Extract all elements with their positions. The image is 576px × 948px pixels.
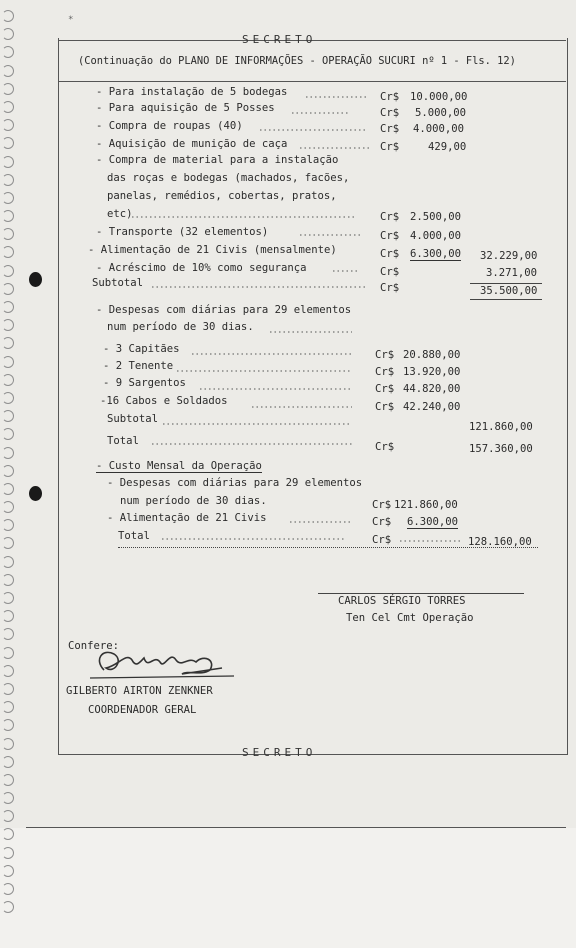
total-label: Total <box>118 530 150 542</box>
item-text: num período de 30 dias. <box>107 321 254 333</box>
total-label: Total <box>107 435 139 447</box>
item-text: - Compra de material para a instalação <box>96 154 339 166</box>
item-text: etc) <box>107 208 133 220</box>
item-amount: 5.000,00 <box>415 107 467 119</box>
item-currency: Cr$ <box>372 499 392 511</box>
item-text: - Acréscimo de 10% como segurança <box>96 262 307 274</box>
item-text: - Despesas com diárias para 29 elementos <box>107 477 363 489</box>
subtotal-value: 121.860,00 <box>469 421 533 433</box>
item-currency: Cr$ <box>375 366 395 378</box>
item-text: - 3 Capitães <box>103 343 180 355</box>
stray-mark: * <box>68 15 74 25</box>
item-amount: 10.000,00 <box>410 91 468 103</box>
item-text: - Despesas com diárias para 29 elementos <box>96 304 352 316</box>
total-value: 157.360,00 <box>469 443 533 455</box>
confere-label: Confere: <box>68 640 120 652</box>
item-currency: Cr$ <box>375 349 395 361</box>
item-text: - Alimentação de 21 Civis (mensalmente) <box>88 244 337 256</box>
item-currency: Cr$ <box>380 141 400 153</box>
section-heading-custo-mensal: - Custo Mensal da Operação <box>96 460 262 472</box>
item-text: - Compra de roupas (40) <box>96 120 243 132</box>
item-currency: Cr$ <box>380 107 400 119</box>
item-currency: Cr$ <box>380 211 400 223</box>
item-amount: 13.920,00 <box>403 366 461 378</box>
item-amount: 6.300,00 <box>410 248 462 260</box>
item-amount: 429,00 <box>428 141 467 153</box>
item-amount: 4.000,00 <box>413 123 465 135</box>
signatory-title: Ten Cel Cmt Operação <box>346 612 474 624</box>
item-amount: 6.300,00 <box>407 516 459 528</box>
item-text: - 2 Tenente <box>103 360 174 372</box>
total-value: 128.160,00 <box>468 536 532 548</box>
item-currency: Cr$ <box>380 230 400 242</box>
signature-rule <box>318 593 524 594</box>
item-text: - Para instalação de 5 bodegas <box>96 86 288 98</box>
subtotal-value: 35.500,00 <box>480 285 538 297</box>
subtotal-label: Subtotal <box>92 277 144 289</box>
coordinator-title: COORDENADOR GERAL <box>88 704 197 716</box>
item-currency: Cr$ <box>375 401 395 413</box>
item-text: - 9 Sargentos <box>103 377 186 389</box>
item-currency: Cr$ <box>380 282 400 294</box>
document-header: (Continuação do PLANO DE INFORMAÇÕES - OPERAÇÃO SUCURI nº 1 - Fls. 12) <box>78 55 516 67</box>
item-text: num período de 30 dias. <box>120 495 267 507</box>
item-currency: Cr$ <box>372 534 392 546</box>
item-amount: 4.000,00 <box>410 230 462 242</box>
item-currency: Cr$ <box>375 441 395 453</box>
classification-stamp-bottom: SECRETO <box>242 746 317 759</box>
item-currency: Cr$ <box>380 266 400 278</box>
item-amount: 121.860,00 <box>394 499 458 511</box>
item-amount: 42.240,00 <box>403 401 461 413</box>
item-text: -16 Cabos e Soldados <box>100 395 228 407</box>
classification-stamp-top: SECRETO <box>242 33 317 46</box>
subtotal-label: Subtotal <box>107 413 159 425</box>
item-text: - Transporte (32 elementos) <box>96 226 269 238</box>
item-text: - Aquisição de munição de caça <box>96 138 288 150</box>
coordinator-name: GILBERTO AIRTON ZENKNER <box>66 685 213 697</box>
item-text: das roças e bodegas (machados, facões, <box>107 172 350 184</box>
item-text: panelas, remédios, cobertas, pratos, <box>107 190 337 202</box>
item-running-total: 32.229,00 <box>480 250 538 262</box>
item-currency: Cr$ <box>375 383 395 395</box>
item-currency: Cr$ <box>372 516 392 528</box>
item-currency: Cr$ <box>380 123 400 135</box>
handwritten-signature <box>84 640 244 684</box>
item-amount: 2.500,00 <box>410 211 462 223</box>
item-currency: Cr$ <box>380 248 400 260</box>
item-text: - Alimentação de 21 Civis <box>107 512 267 524</box>
item-amount: 44.820,00 <box>403 383 461 395</box>
item-running-total: 3.271,00 <box>486 267 538 279</box>
item-text: - Para aquisição de 5 Posses <box>96 102 275 114</box>
signatory-name: CARLOS SÉRGIO TORRES <box>338 595 466 607</box>
item-amount: 20.880,00 <box>403 349 461 361</box>
item-currency: Cr$ <box>380 91 400 103</box>
